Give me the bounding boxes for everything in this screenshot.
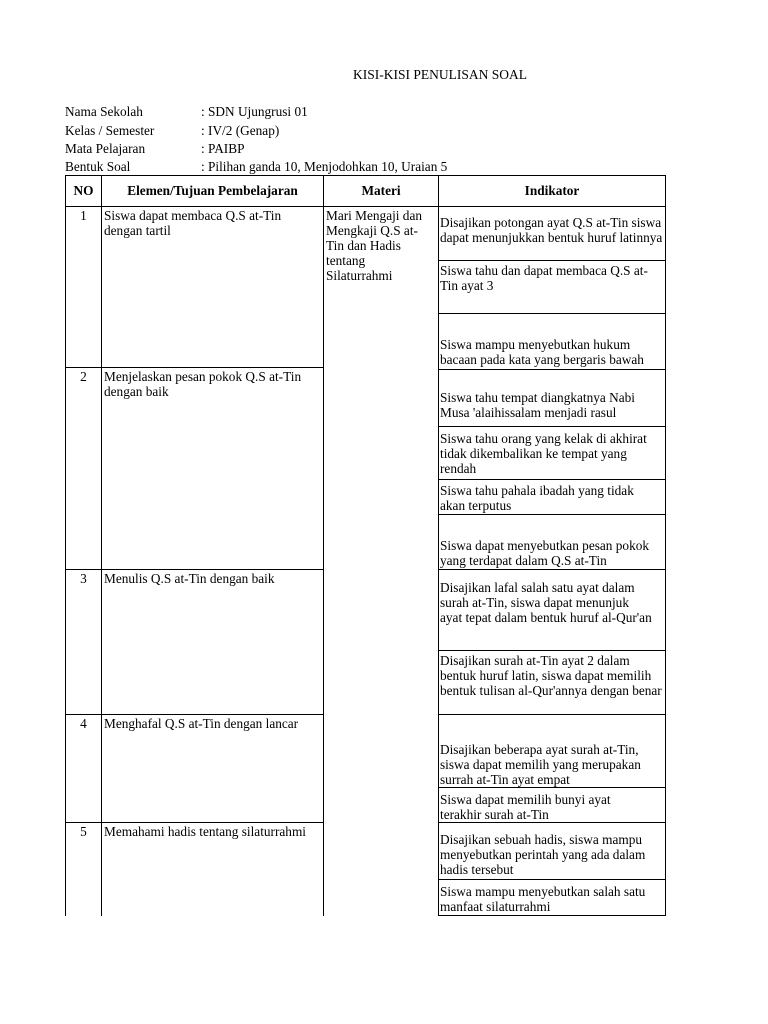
indikator-item: Siswa tahu orang yang kelak di akhirat tidak dikembalikan ke tempat yang rendah (440, 431, 647, 476)
row-no: 1 (80, 208, 87, 223)
table-rule-horizontal (438, 822, 666, 823)
meta-value: : IV/2 (Genap) (201, 123, 280, 138)
header-materi: Materi (361, 183, 401, 198)
table-rule-horizontal (438, 879, 666, 880)
table-rule-horizontal (65, 569, 324, 570)
table-rule-vertical (665, 175, 666, 916)
indikator-item: Disajikan potongan ayat Q.S at-Tin siswa dapat menunjukkan bentuk huruf latinnya (440, 215, 663, 245)
indikator-item: Siswa tahu pahala ibadah yang tidak akan terputus (440, 483, 634, 513)
table-rule-horizontal (65, 206, 666, 207)
materi-cell: Mari Mengaji dan Mengkaji Q.S at-Tin dan Hadis tentang Silaturrahmi (326, 208, 423, 283)
table-rule-horizontal (65, 175, 666, 176)
row-elemen: Memahami hadis tentang silaturrahmi (104, 824, 306, 839)
table-rule-horizontal (438, 479, 666, 480)
row-elemen: Menulis Q.S at-Tin dengan baik (104, 571, 275, 586)
indikator-item: Siswa tahu tempat diangkatnya Nabi Musa 'alaihissalam menjadi rasul (440, 390, 635, 420)
header-no: NO (73, 183, 94, 198)
table-rule-horizontal (438, 313, 666, 314)
indikator-item: Disajikan sebuah hadis, siswa mampu menyebutkan perintah yang ada dalam hadis tersebut (440, 832, 646, 877)
indikator-item: Disajikan lafal salah satu ayat dalam surah at-Tin, siswa dapat menunjuk ayat tepat dalam bentuk huruf al-Qur'an (440, 580, 652, 625)
meta-label: Nama Sekolah (65, 104, 143, 119)
row-no: 5 (80, 824, 87, 839)
page-title: KISI-KISI PENULISAN SOAL (353, 67, 527, 82)
indikator-item: Disajikan surah at-Tin ayat 2 dalam bentuk huruf latin, siswa dapat memilih bentuk tulisan al-Qur'annya dengan benar (440, 653, 662, 698)
meta-label: Mata Pelajaran (65, 141, 146, 156)
table-rule-horizontal (438, 714, 666, 715)
table-rule-horizontal (438, 369, 666, 370)
meta-value: : PAIBP (201, 141, 245, 156)
table-rule-horizontal (65, 367, 324, 368)
table-rule-horizontal (65, 714, 324, 715)
header-indikator: Indikator (524, 183, 580, 198)
header-elemen: Elemen/Tujuan Pembelajaran (127, 183, 298, 198)
meta-label: Kelas / Semester (65, 123, 155, 138)
table-rule-horizontal (438, 426, 666, 427)
table-rule-horizontal (438, 514, 666, 515)
row-no: 4 (80, 716, 87, 731)
row-elemen: Menjelaskan pesan pokok Q.S at-Tin dengan baik (104, 369, 302, 399)
table-rule-horizontal (438, 260, 666, 261)
indikator-item: Siswa mampu menyebutkan salah satu manfaat silaturrahmi (440, 884, 646, 914)
row-elemen: Menghafal Q.S at-Tin dengan lancar (104, 716, 299, 731)
indikator-item: Siswa dapat menyebutkan pesan pokok yang terdapat dalam Q.S at-Tin (440, 538, 650, 568)
indikator-item: Siswa dapat memilih bunyi ayat terakhir surah at-Tin (440, 792, 611, 822)
table-rule-horizontal (438, 650, 666, 651)
indikator-item: Disajikan beberapa ayat surah at-Tin, siswa dapat memilih yang merupakan surrah at-Tin ayat empat (440, 742, 641, 787)
table-rule-horizontal (438, 569, 666, 570)
table-rule-vertical (101, 175, 102, 916)
meta-label: Bentuk Soal (65, 159, 131, 174)
row-no: 3 (80, 571, 87, 586)
row-no: 2 (80, 369, 87, 384)
table-rule-vertical (438, 175, 439, 916)
table-rule-horizontal (65, 822, 324, 823)
table-rule-horizontal (438, 787, 666, 788)
table-rule-vertical (323, 175, 324, 916)
table-rule-horizontal (438, 915, 666, 916)
meta-value: : SDN Ujungrusi 01 (201, 104, 308, 119)
table-rule-vertical (65, 175, 66, 916)
meta-value: : Pilihan ganda 10, Menjodohkan 10, Uraian 5 (201, 159, 448, 174)
indikator-item: Siswa tahu dan dapat membaca Q.S at-Tin ayat 3 (440, 263, 648, 293)
indikator-item: Siswa mampu menyebutkan hukum bacaan pada kata yang bergaris bawah (440, 337, 644, 367)
row-elemen: Siswa dapat membaca Q.S at-Tin dengan tartil (104, 208, 282, 238)
